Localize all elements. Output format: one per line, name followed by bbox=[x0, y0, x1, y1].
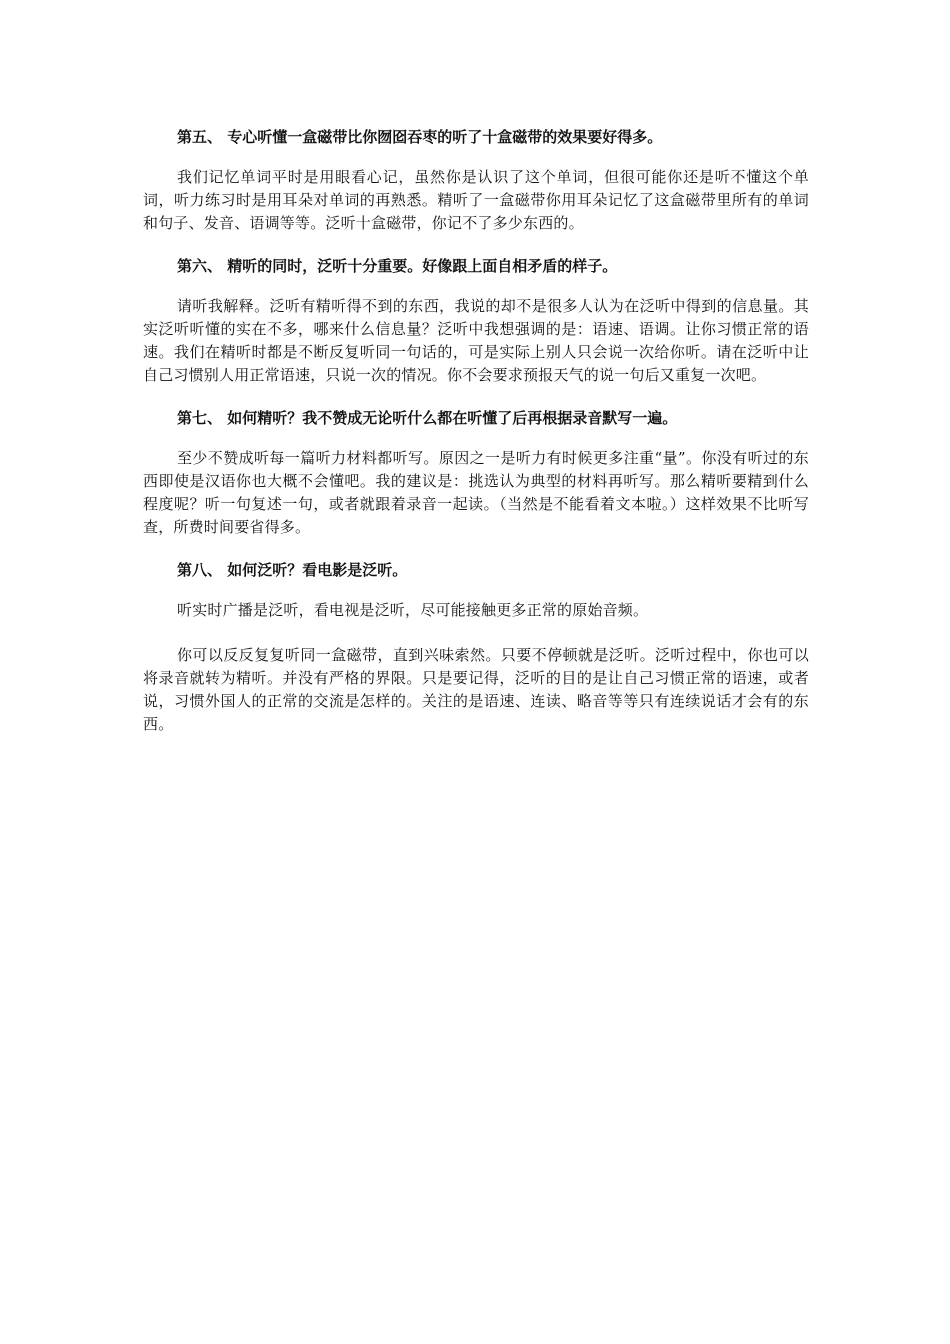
section-heading-6: 第六、 精听的同时，泛听十分重要。好像跟上面自相矛盾的样子。 bbox=[177, 257, 618, 275]
spacer bbox=[143, 539, 809, 551]
spacer bbox=[143, 622, 809, 634]
document-body bbox=[143, 118, 809, 736]
section-heading-5: 第五、 专心听懂一盒磁带比你囫囵吞枣的听了十盒磁带的效果要好得多。 bbox=[177, 128, 663, 146]
spacer bbox=[143, 285, 809, 295]
section-paragraph-8-1: 听实时广播是泛听，看电视是泛听，尽可能接触更多正常的原始音频。 bbox=[177, 601, 649, 619]
section-heading-7: 第七、 如何精听？我不赞成无论听什么都在听懂了后再根据录音默写一遍。 bbox=[177, 409, 678, 427]
section-heading-8: 第八、 如何泛听？看电影是泛听。 bbox=[177, 561, 408, 579]
spacer bbox=[143, 235, 809, 247]
section-paragraph-8-2: 你可以反反复复听同一盒磁带，直到兴味索然。只要不停顿就是泛听。泛听过程中，你也可以将录音就转为精听。并没有严格的界限。只是要记得，泛听的目的是让自己习惯正常的语速，或者说，习惯外国人的正常的交流是怎样的。关注的是语速、连读、略音等等只有连续说话才会有的东西。 bbox=[143, 646, 809, 733]
section-paragraph-7-1: 至少不赞成听每一篇听力材料都听写。原因之一是听力有时候更多注重“量”。你没有听过的东西即使是汉语你也大概不会懂吧。我的建议是：挑选认为典型的材料再听写。那么精听要精到什么程度呢？听一句复述一句，或者就跟着录音一起读。（当然是不能看着文本啦。）这样效果不比听写查，所费时间要省得多。 bbox=[143, 449, 809, 536]
section-paragraph-6-1: 请听我解释。泛听有精听得不到的东西，我说的却不是很多人认为在泛听中得到的信息量。其实泛听听懂的实在不多，哪来什么信息量？泛听中我想强调的是：语速、语调。让你习惯正常的语速。我们在精听时都是不断反复听同一句话的，可是实际上别人只会说一次给你听。请在泛听中让自己习惯别人用正常语速，只说一次的情况。你不会要求预报天气的说一句后又重复一次吧。 bbox=[143, 297, 809, 384]
spacer bbox=[143, 387, 809, 399]
spacer bbox=[143, 589, 809, 599]
spacer bbox=[143, 156, 809, 166]
spacer bbox=[143, 437, 809, 447]
section-paragraph-5-1: 我们记忆单词平时是用眼看心记，虽然你是认识了这个单词，但很可能你还是听不懂这个单词，听力练习时是用耳朵对单词的再熟悉。精听了一盒磁带你用耳朵记忆了这盒磁带里所有的单词和句子、发音、语调等等。泛听十盒磁带，你记不了多少东西的。 bbox=[143, 168, 809, 232]
spacer bbox=[143, 634, 809, 644]
